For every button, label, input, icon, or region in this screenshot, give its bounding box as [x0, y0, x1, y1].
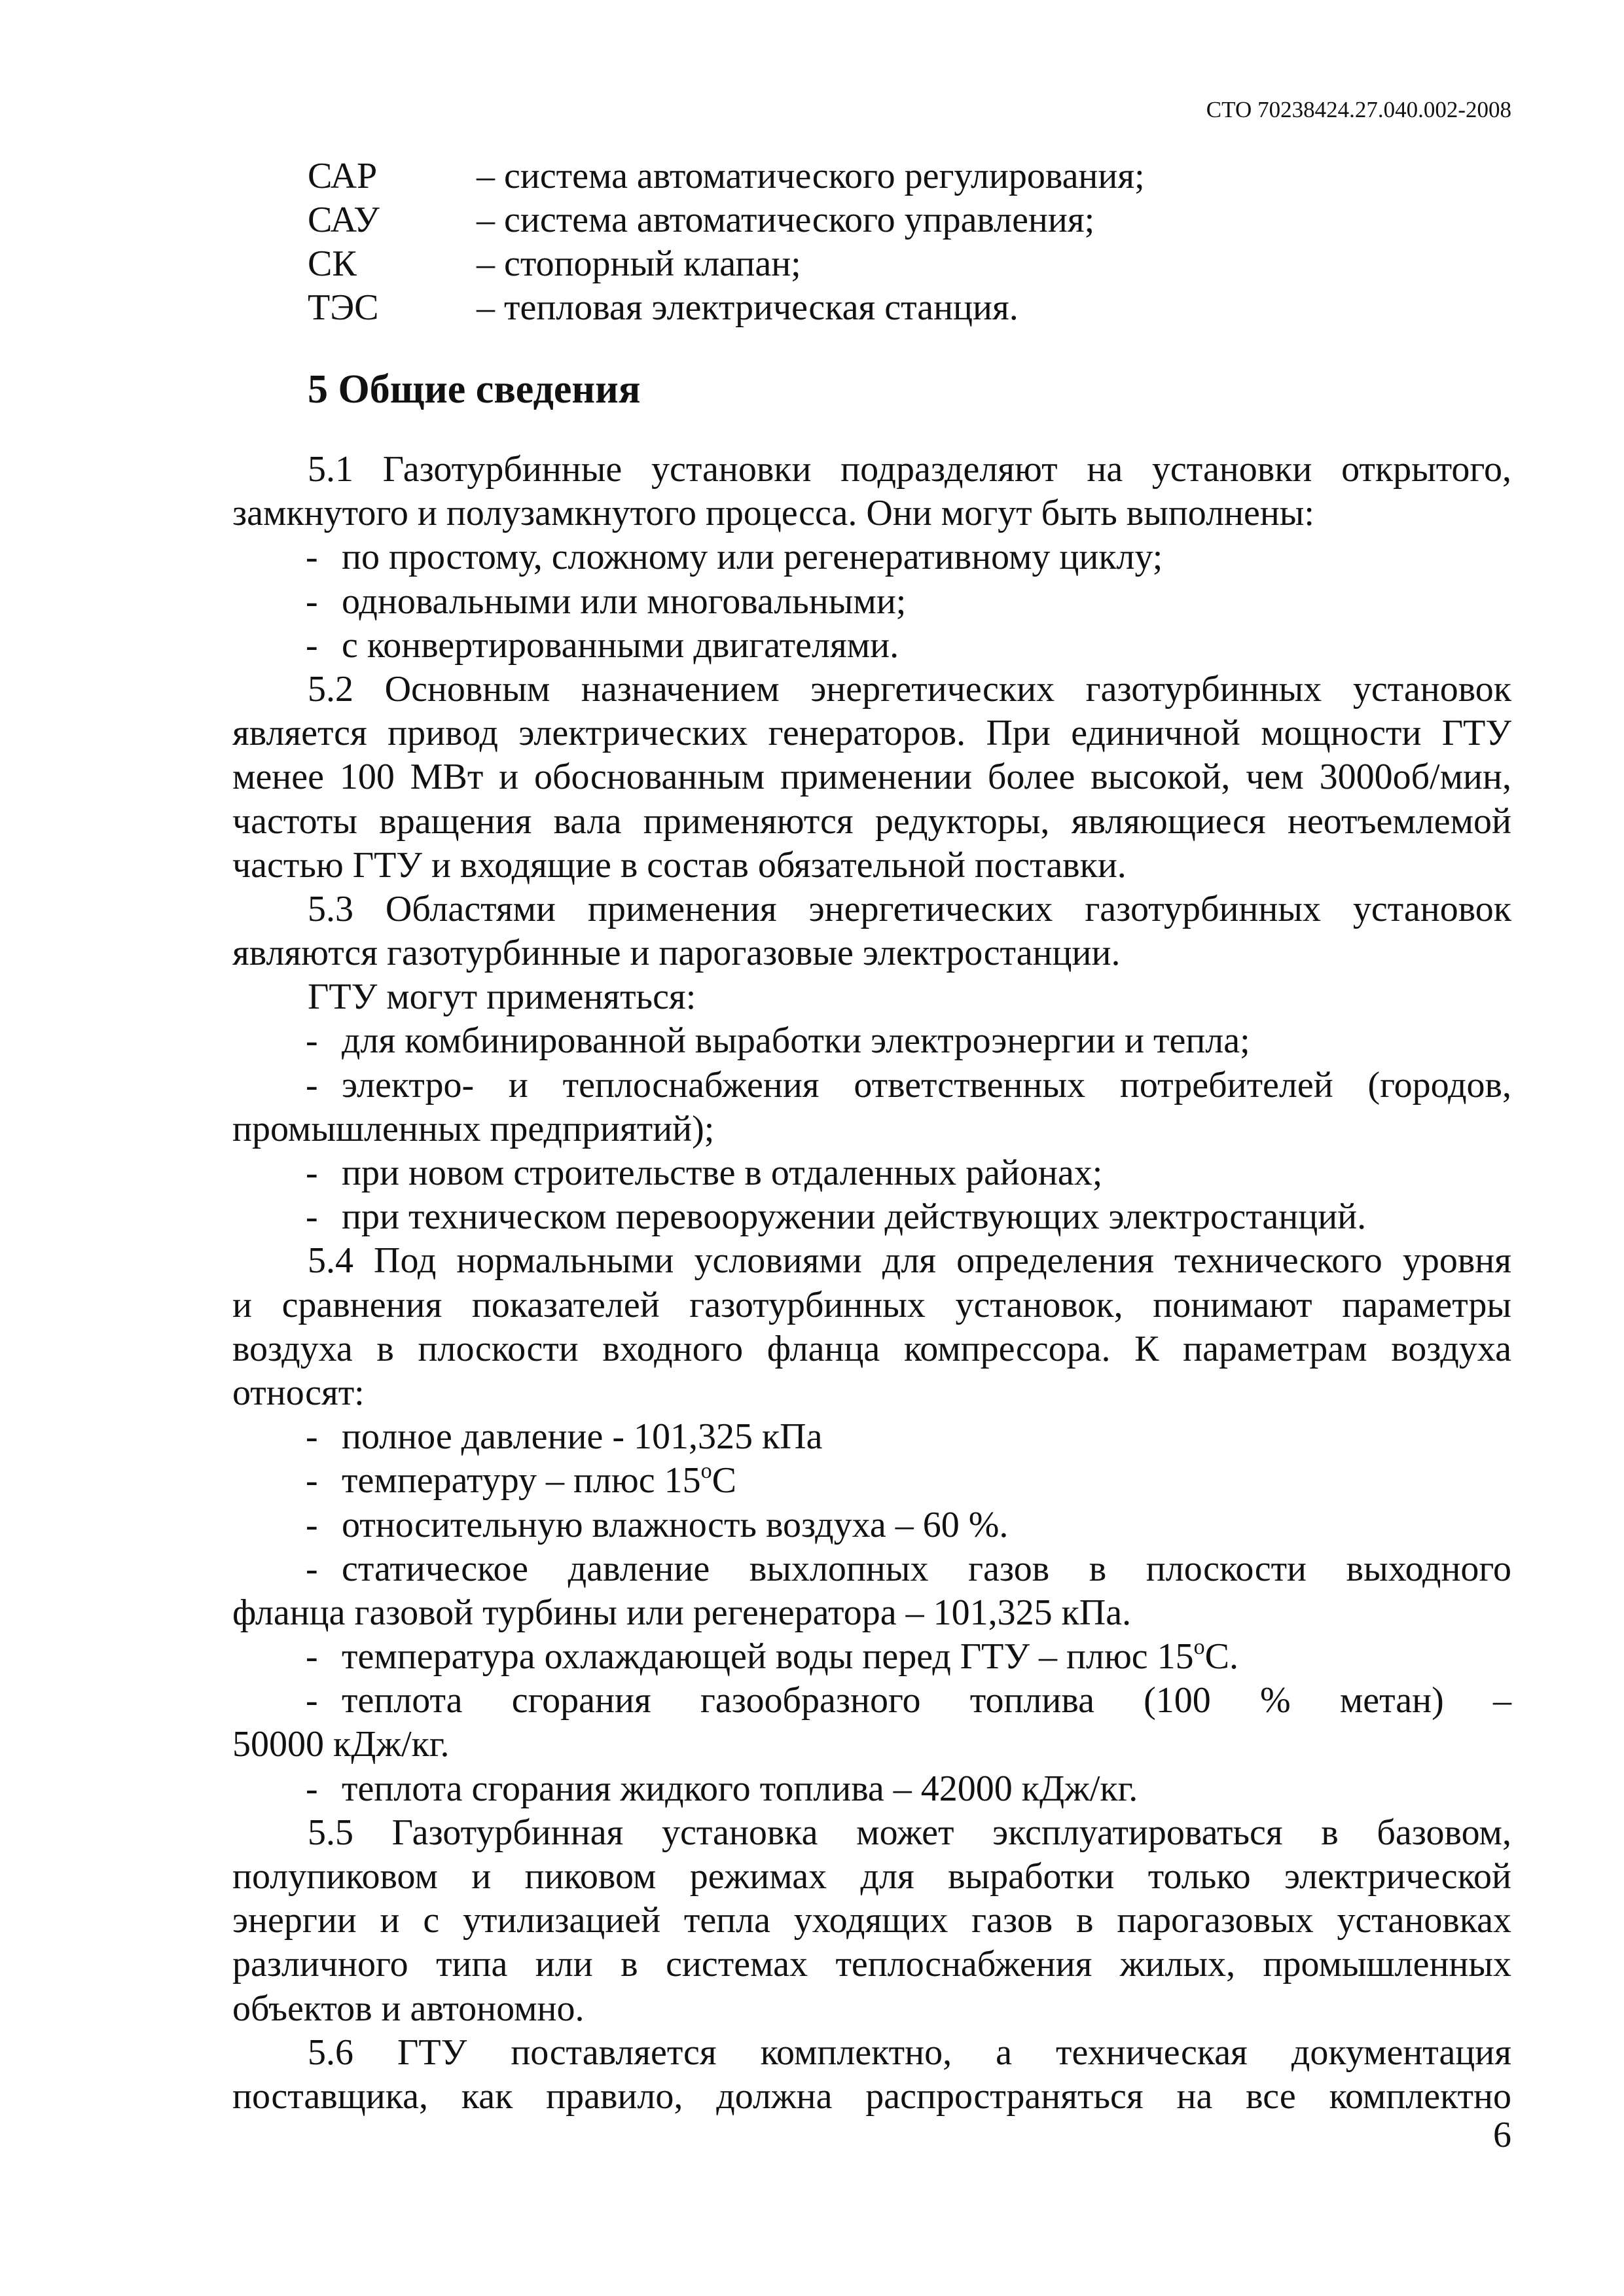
list-item	[232, 580, 1511, 624]
list-dash: -	[306, 1196, 318, 1238]
list-item	[232, 1679, 1511, 1723]
section-body	[232, 448, 1511, 2119]
list-dash: -	[306, 1416, 318, 1458]
list-item	[232, 1415, 1511, 1459]
celsius-unit: С.	[1204, 1636, 1239, 1677]
list-item-text: температура охлаждающей воды перед ГТУ – плюс 15	[342, 1636, 1194, 1677]
list-item-text: с конвертированными двигателями.	[342, 624, 899, 666]
list-item	[232, 1151, 1511, 1195]
paragraph-line: полупиковом и пиковом режимах для выработки только электрической	[232, 1856, 1511, 1897]
section-heading: 5 Общие сведения	[308, 367, 641, 412]
paragraph-line: 50000 кДж/кг.	[232, 1724, 450, 1765]
list-item	[232, 1503, 1511, 1547]
list-item	[232, 1019, 1511, 1063]
paragraph-line: воздуха в плоскости входного фланца компрессора. К параметрам воздуха	[232, 1328, 1511, 1369]
list-item-text: теплота сгорания жидкого топлива – 42000 кДж/кг.	[342, 1768, 1138, 1809]
paragraph-line: 5.3 Областями применения энергетических газотурбинных установок	[308, 888, 1511, 929]
paragraph-line: промышленных предприятий);	[232, 1108, 715, 1149]
list-item-text: при новом строительстве в отдаленных районах;	[342, 1153, 1103, 1193]
paragraph-line: поставщика, как правило, должна распространяться на все комплектно	[232, 2075, 1511, 2117]
list-item-text: полное давление - 101,325 кПа	[342, 1416, 823, 1458]
paragraph-line: и сравнения показателей газотурбинных установок, понимают параметры	[232, 1284, 1511, 1325]
paragraph-line: 5.6 ГТУ поставляется комплектно, а техническая документация	[308, 2032, 1511, 2073]
list-item-text: по простому, сложному или регенеративному циклу;	[342, 537, 1163, 578]
paragraph-line: замкнутого и полузамкнутого процесса. Они могут быть выполнены:	[232, 493, 1314, 534]
list-item	[232, 535, 1511, 579]
page-number: 6	[1493, 2115, 1511, 2155]
list-dash: -	[306, 1636, 318, 1677]
list-dash: -	[306, 1020, 318, 1062]
list-dash: -	[306, 624, 318, 666]
list-dash: -	[306, 1153, 318, 1193]
list-item-text: температуру – плюс 15	[342, 1460, 701, 1501]
abbreviation-term: САР	[308, 156, 378, 196]
list-item	[232, 1195, 1511, 1239]
list-item	[232, 1635, 1511, 1679]
abbreviation-row	[308, 198, 1551, 242]
paragraph-line: различного типа или в системах теплоснабжения жилых, промышленных	[232, 1944, 1511, 1985]
list-dash: -	[306, 581, 318, 622]
list-dash: -	[306, 1768, 318, 1809]
list-item-text: электро- и теплоснабжения ответственных потребителей (городов,	[342, 1064, 1511, 1105]
list-dash: -	[306, 537, 318, 578]
abbreviation-definition: – система автоматического управления;	[477, 200, 1095, 240]
list-item-text: статическое давление выхлопных газов в плоскости выходного	[342, 1548, 1511, 1589]
degree-sign: o	[1193, 1635, 1205, 1660]
list-item	[232, 1064, 1511, 1107]
abbreviation-definition: – стопорный клапан;	[477, 243, 801, 284]
paragraph-line: 5.4 Под нормальными условиями для определения технического уровня	[308, 1240, 1511, 1282]
paragraph-line: менее 100 МВт и обоснованным применении более высокой, чем 3000об/мин,	[232, 757, 1511, 798]
document-code: СТО 70238424.27.040.002-2008	[1206, 97, 1511, 122]
list-item-text: при техническом перевооружении действующих электростанций.	[342, 1196, 1367, 1238]
degree-sign: o	[700, 1459, 712, 1484]
abbreviation-row	[308, 242, 1551, 286]
list-item-text: для комбинированной выработки электроэнергии и тепла;	[342, 1020, 1250, 1062]
paragraph-line: ГТУ могут применяться:	[308, 977, 696, 1018]
list-dash: -	[306, 1680, 318, 1721]
list-item-text: относительную влажность воздуха – 60 %.	[342, 1504, 1009, 1545]
abbreviation-term: САУ	[308, 200, 380, 240]
paragraph-line: частоты вращения вала применяются редукторы, являющиеся неотъемлемой	[232, 800, 1511, 842]
paragraph-line: являются газотурбинные и парогазовые электростанции.	[232, 933, 1121, 974]
paragraph-line: 5.5 Газотурбинная установка может эксплуатироваться в базовом,	[308, 1812, 1511, 1853]
abbreviation-row	[308, 286, 1551, 330]
abbreviation-row	[308, 154, 1551, 198]
paragraph-line: частью ГТУ и входящие в состав обязательной поставки.	[232, 844, 1127, 886]
list-item	[232, 1547, 1511, 1591]
abbreviation-term: ТЭС	[308, 287, 379, 328]
paragraph-line: объектов и автономно.	[232, 1988, 585, 2029]
paragraph-line: энергии и с утилизацией тепла уходящих газов в парогазовых установках	[232, 1900, 1511, 1941]
paragraph-line: относят:	[232, 1372, 365, 1413]
list-item	[232, 1459, 1511, 1503]
abbreviation-list	[308, 154, 1551, 330]
abbreviation-definition: – система автоматического регулирования;	[477, 156, 1145, 196]
abbreviation-term: СК	[308, 243, 357, 284]
abbreviation-definition: – тепловая электрическая станция.	[477, 287, 1019, 328]
list-dash: -	[306, 1504, 318, 1545]
list-item-text: одновальными или многовальными;	[342, 581, 907, 622]
list-dash: -	[306, 1460, 318, 1501]
list-dash: -	[306, 1064, 318, 1105]
celsius-unit: С	[712, 1460, 736, 1501]
list-item	[232, 1767, 1511, 1811]
paragraph-line: является привод электрических генераторов. При единичной мощности ГТУ	[232, 713, 1511, 754]
list-dash: -	[306, 1548, 318, 1589]
list-item	[232, 624, 1511, 668]
paragraph-line: 5.1 Газотурбинные установки подразделяют на установки открытого,	[308, 449, 1511, 490]
list-item-text: теплота сгорания газообразного топлива (100 % метан) –	[342, 1680, 1511, 1721]
paragraph-line: фланца газовой турбины или регенератора – 101,325 кПа.	[232, 1592, 1132, 1633]
paragraph-line: 5.2 Основным назначением энергетических газотурбинных установок	[308, 668, 1511, 709]
